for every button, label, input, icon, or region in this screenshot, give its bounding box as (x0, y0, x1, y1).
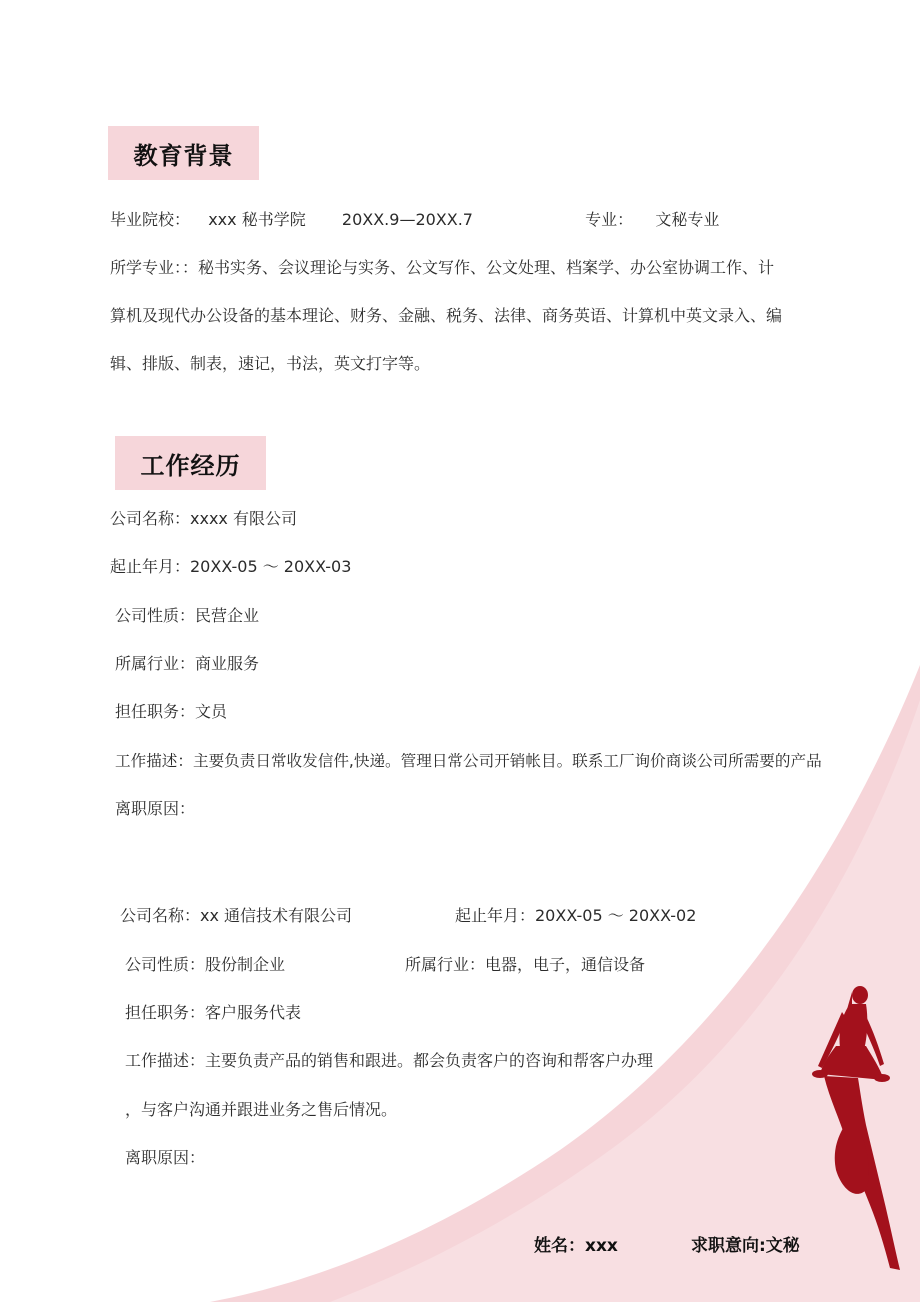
study-period: 20XX.9—20XX.7 (341, 210, 473, 229)
footer-objective: 求职意向:文秘 (691, 1236, 800, 1256)
school-label: 毕业院校： (110, 210, 191, 229)
school-line (110, 210, 719, 230)
school-value: xxx 秘书学院 (208, 210, 306, 229)
job2-nature: 公司性质：股份制企业 (125, 955, 286, 974)
major-value: 文秘专业 (655, 210, 720, 229)
footer-name: 姓名：xxx (534, 1236, 618, 1256)
job1-nature: 公司性质：民营企业 (115, 606, 260, 625)
job2-description-line-1: 工作描述：主要负责产品的销售和跟进。都会负责客户的咨询和帮客户办理 (125, 1051, 654, 1070)
job1-company: 公司名称：xxxx 有限公司 (110, 509, 297, 528)
job2-leave-reason: 离职原因： (125, 1148, 206, 1167)
major-label: 专业： (585, 210, 634, 229)
job1-leave-reason: 离职原因： (115, 799, 196, 818)
courses-line-3: 辑、排版、制表，速记，书法，英文打字等。 (110, 354, 431, 373)
job2-period: 起止年月：20XX-05 ～ 20XX-02 (455, 906, 697, 925)
courses-line-2: 算机及现代办公设备的基本理论、财务、金融、税务、法律、商务英语、计算机中英文录入、编 (110, 306, 783, 325)
education-heading: 教育背景 (108, 126, 259, 180)
job2-description-line-2: ，与客户沟通并跟进业务之售后情况。 (125, 1100, 398, 1119)
job1-period: 起止年月：20XX-05 ～ 20XX-03 (110, 557, 352, 576)
job1-position: 担任职务：文员 (115, 702, 228, 721)
job1-description: 工作描述：主要负责日常收发信件,快递。管理日常公司开销帐目。联系工厂询价商谈公司所需要的产品 (115, 752, 822, 770)
courses-line-1: 所学专业：：秘书实务、会议理论与实务、公文写作、公文处理、档案学、办公室协调工作、计 (110, 258, 775, 277)
job2-company-line (120, 906, 352, 926)
job2-industry: 所属行业：电器，电子，通信设备 (405, 955, 646, 974)
job1-industry: 所属行业：商业服务 (115, 654, 260, 673)
work-heading: 工作经历 (115, 436, 266, 490)
job2-position: 担任职务：客户服务代表 (125, 1003, 302, 1022)
job2-company: 公司名称：xx 通信技术有限公司 (120, 906, 353, 925)
